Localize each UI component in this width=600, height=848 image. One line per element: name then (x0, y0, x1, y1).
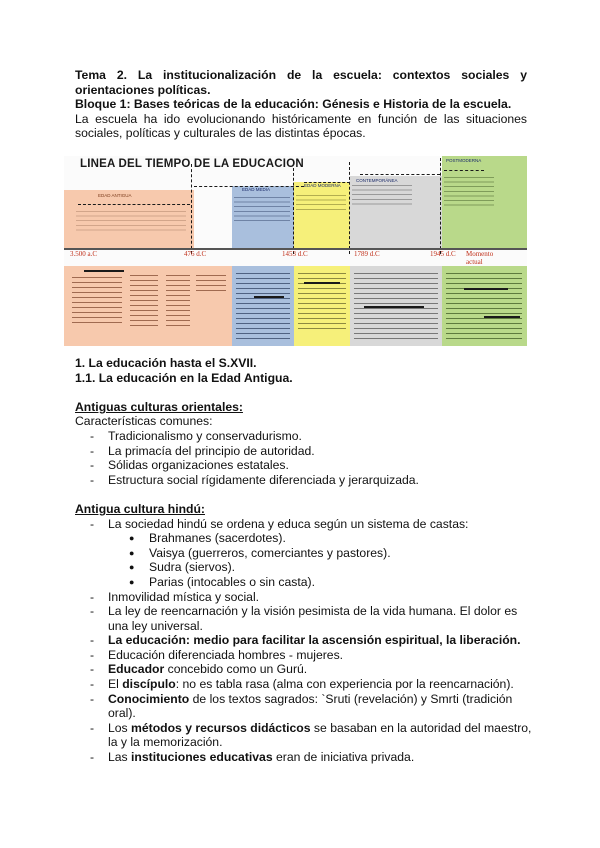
knowledge-text: de los textos sagrados: `Sruti (revelación) y Smrti (tradición oral). (108, 691, 513, 721)
list-item: - La sociedad hindú se ordena y educa según un sistema de castas: (75, 517, 535, 532)
timeline-small-text (444, 176, 494, 206)
timeline-divider (293, 168, 294, 254)
timeline-dash (360, 174, 440, 175)
disciple-prefix: El (108, 677, 123, 692)
timeline-small-text (72, 276, 122, 326)
hindu-culture-heading: Antigua cultura hindú: (75, 501, 205, 516)
timeline-bar (254, 296, 284, 298)
list-item: - Sólidas organizaciones estatales. (75, 458, 535, 473)
period-label-postmoderna: POSTMODERNA (446, 158, 482, 163)
methods-term: métodos y recursos didácticos (131, 720, 311, 735)
timeline-small-text (352, 184, 412, 206)
period-label-antigua: EDAD ANTIGUA (98, 193, 132, 198)
document-header (75, 68, 527, 141)
timeline-dash (304, 182, 350, 183)
era-1789dc: 1789 d.C (354, 250, 380, 258)
timeline-small-text (296, 194, 346, 212)
timeline-small-text (130, 274, 158, 330)
institutions-text: eran de iniciativa privada. (272, 750, 415, 765)
era-3500ac: 3.500 a.C (70, 250, 98, 258)
timeline-small-text (446, 272, 522, 342)
education-timeline-figure (64, 156, 527, 346)
era-actual: Momento actual (466, 250, 494, 266)
intro-paragraph: La escuela ha ido evolucionando históricamente en función de las situaciones sociales, políticas y culturales de las distintas épocas. (75, 111, 527, 141)
timeline-bar (484, 316, 520, 318)
period-label-moderna: EDAD MODERNA (304, 183, 341, 188)
timeline-bar (464, 288, 508, 290)
list-item: - Inmovilidad mística y social. (75, 590, 535, 605)
list-item: - La primacía del principio de autoridad. (75, 444, 535, 459)
era-1453dc: 1453 d.C (282, 250, 308, 258)
period-label-media: EDAD MEDIA (242, 187, 271, 192)
list-item (75, 692, 535, 721)
caste-item: ● Vaisya (guerreros, comerciantes y pastores). (75, 546, 535, 561)
disciple-text: : no es tabla rasa (alma con experiencia por la reencarnación). (175, 677, 514, 692)
educator-text: concebido como un Gurú. (164, 662, 308, 677)
list-item: - La ley de reencarnación y la visión pesimista de la vida humana. El dolor es una ley universal. (75, 604, 535, 633)
subsection-heading: 1.1. La educación en la Edad Antigua. (75, 370, 293, 385)
caste-item: ● Brahmanes (sacerdotes). (75, 531, 535, 546)
list-item: - Estructura social rígidamente diferenciada y jerarquizada. (75, 473, 535, 488)
era-476dc: 476 d.C (184, 250, 207, 258)
timeline-divider (440, 158, 441, 254)
timeline-bar (84, 270, 124, 272)
institutions-prefix: Las (108, 750, 132, 765)
knowledge-term: Conocimiento (108, 691, 190, 706)
timeline-divider (349, 162, 350, 254)
list-item (75, 721, 535, 750)
timeline-divider (191, 164, 192, 254)
band-moderna (294, 182, 350, 250)
common-features-label: Características comunes: (75, 414, 213, 429)
educator-term: Educador (108, 662, 165, 677)
caste-item: ● Parias (intocables o sin casta). (75, 575, 535, 590)
timeline-small-text (166, 274, 190, 330)
education-purpose-text: La educación: medio para facilitar la ascensión espiritual, la liberación. (108, 633, 521, 648)
block-title: Bloque 1: Bases teóricas de la educación: Génesis e Historia de la escuela. (75, 97, 512, 112)
methods-text: se basaban en la autoridad del maestro, la y la memorización. (108, 720, 532, 750)
list-item (75, 633, 535, 648)
timeline-bar (364, 306, 424, 308)
timeline-dash (78, 204, 190, 205)
document-body (75, 356, 535, 765)
timeline-dash (194, 186, 304, 187)
timeline-small-text (298, 272, 346, 332)
era-1945dc: 1945 d.C (430, 250, 456, 258)
timeline-small-text (234, 196, 290, 222)
period-label-contemporanea: CONTEMPORÁNEA (356, 178, 398, 183)
oriental-features-list (75, 429, 535, 487)
timeline-small-text (196, 274, 226, 294)
oriental-cultures-heading: Antiguas culturas orientales: (75, 399, 243, 414)
institutions-term: instituciones educativas (131, 750, 273, 765)
timeline-small-text (76, 210, 186, 232)
timeline-bar (304, 282, 340, 284)
list-item (75, 677, 535, 692)
methods-prefix: Los (108, 720, 132, 735)
caste-item: ● Sudra (siervos). (75, 560, 535, 575)
topic-title: Tema 2. La institucionalización de la escuela: contextos sociales y orientaciones políticas. (75, 68, 527, 97)
timeline-small-text (236, 272, 290, 342)
list-item: - Educación diferenciada hombres - mujeres. (75, 648, 535, 663)
timeline-title: LINEA DEL TIEMPO DE LA EDUCACION (80, 158, 304, 170)
list-item (75, 750, 535, 765)
section-heading: 1. La educación hasta el S.XVII. (75, 356, 257, 370)
timeline-dash (444, 170, 484, 171)
disciple-term: discípulo (122, 677, 176, 692)
list-item: - Tradicionalismo y conservadurismo. (75, 429, 535, 444)
hindu-features-list (75, 517, 535, 765)
list-item (75, 662, 535, 677)
